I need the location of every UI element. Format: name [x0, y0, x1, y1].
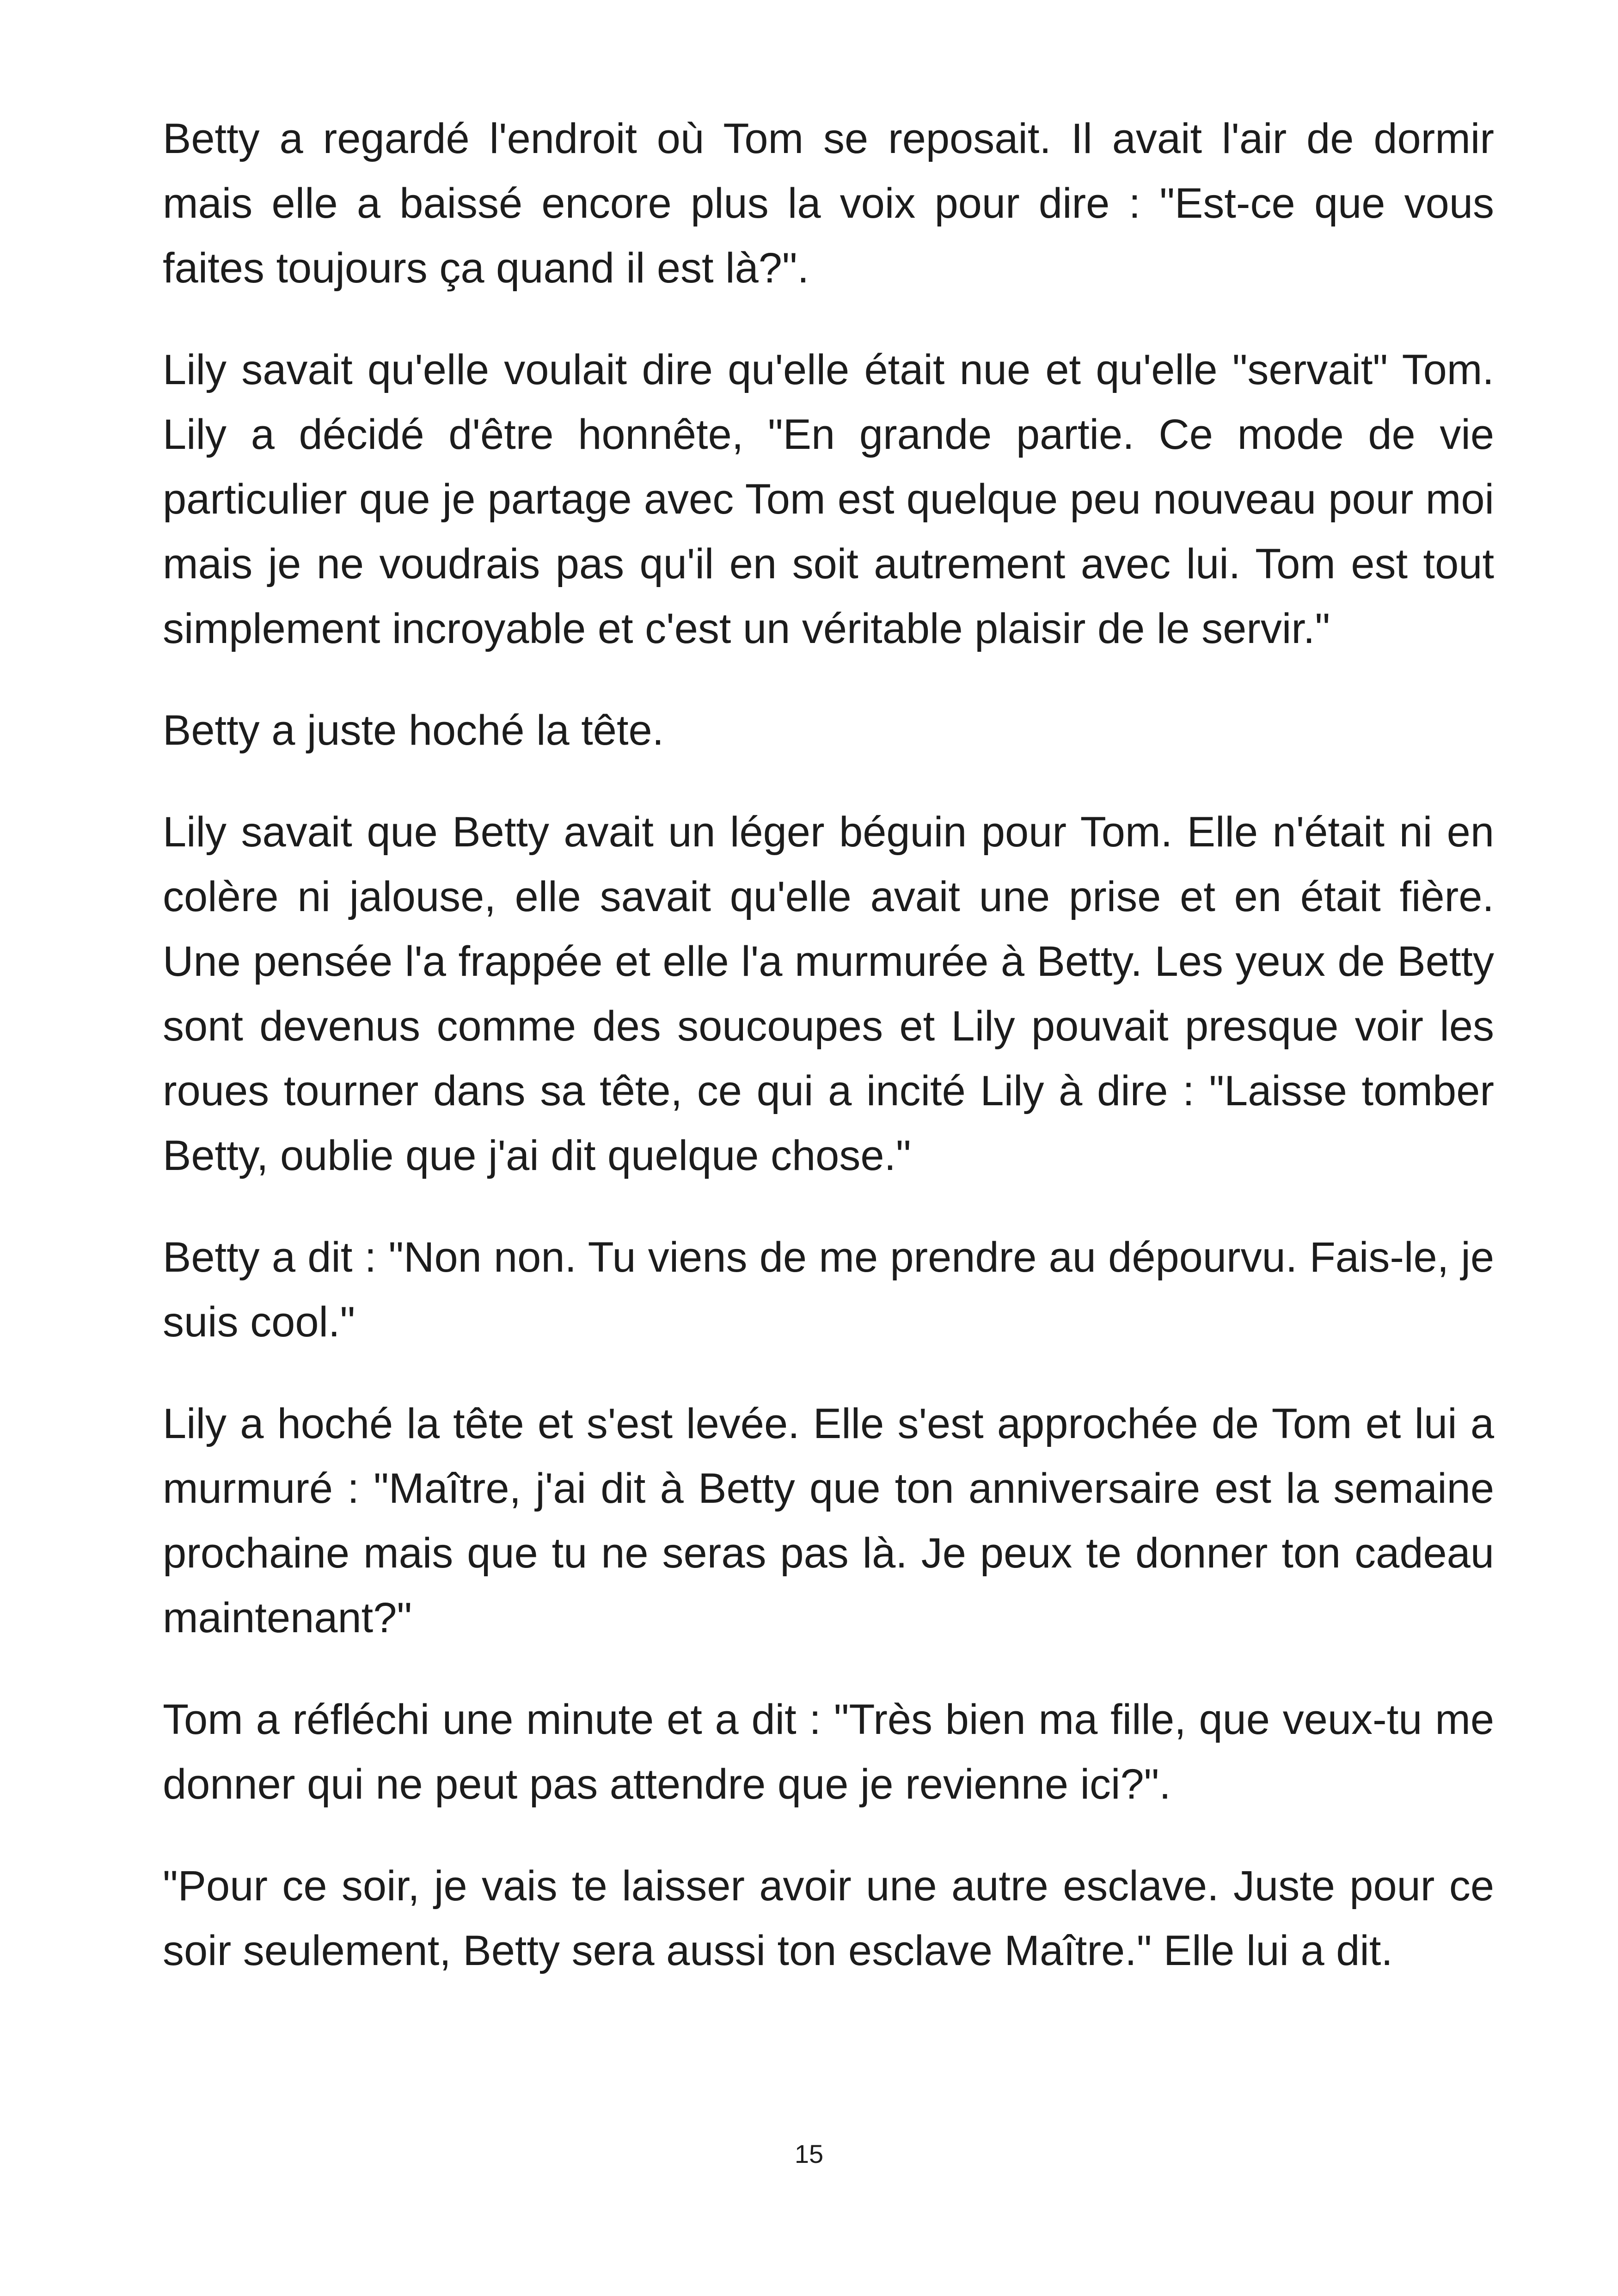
page-number: 15 [794, 2139, 824, 2168]
paragraph: "Pour ce soir, je vais te laisser avoir une autre esclave. Juste pour ce soir seulement, Betty sera aussi ton esclave Maître." Elle lui a dit. [163, 1862, 1494, 1974]
body-text [163, 106, 1494, 2020]
paragraph: Betty a dit : "Non non. Tu viens de me prendre au dépourvu. Fais-le, je suis cool." [163, 1234, 1494, 1346]
paragraph: Lily savait que Betty avait un léger béguin pour Tom. Elle n'était ni en colère ni jalouse, elle savait qu'elle avait une prise et en était fière. Une pensée l'a frappée et elle l'a murmurée à Betty. Les yeux de Betty sont devenus comme des soucoupes et Lily pouvait presque voir les roues tourner dans sa tête, ce qui a incité Lily à dire : "Laisse tomber Betty, oublie que j'ai dit quelque chose." [163, 808, 1494, 1179]
paragraph: Tom a réfléchi une minute et a dit : "Très bien ma fille, que veux-tu me donner qui ne peut pas attendre que je revienne ici?". [163, 1696, 1494, 1808]
paragraph: Lily savait qu'elle voulait dire qu'elle était nue et qu'elle "servait" Tom. Lily a décidé d'être honnête, "En grande partie. Ce mode de vie particulier que je partage avec Tom est quelque peu nouveau pour moi mais je ne voudrais pas qu'il en soit autrement avec lui. Tom est tout simplement incroyable et c'est un véritable plaisir de le servir." [163, 346, 1494, 652]
paragraph: Lily a hoché la tête et s'est levée. Elle s'est approchée de Tom et lui a murmuré : "Maître, j'ai dit à Betty que ton anniversaire est la semaine prochaine mais que tu ne seras pas là. Je peux te donner ton cadeau maintenant?" [163, 1400, 1494, 1641]
paragraph: Betty a juste hoché la tête. [163, 707, 664, 754]
paragraph: Betty a regardé l'endroit où Tom se reposait. Il avait l'air de dormir mais elle a baissé encore plus la voix pour dire : "Est-ce que vous faites toujours ça quand il est là?". [163, 115, 1494, 292]
